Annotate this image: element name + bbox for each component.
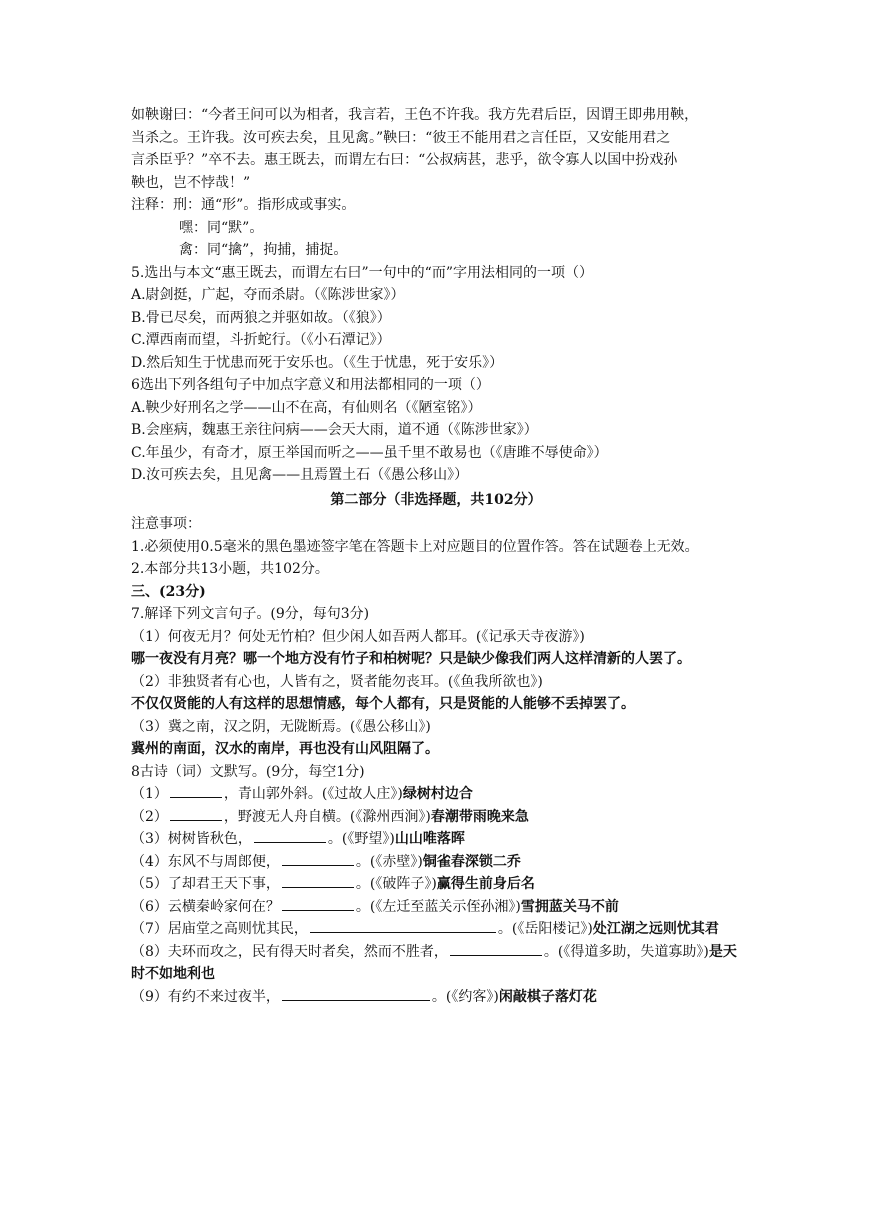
q8-item-4-prefix: （4）东风不与周郎便， bbox=[131, 853, 280, 870]
q8-item-1-suffix: ，青山郭外斜。(《过故人庄》) bbox=[223, 786, 403, 802]
q8-item-7-suffix: 。(《岳阳楼记》) bbox=[497, 921, 593, 937]
q8-item-1-answer: 绿树村边合 bbox=[402, 786, 473, 802]
q8-item-1 bbox=[131, 783, 741, 806]
q8-item-3-suffix: 。(《野望》) bbox=[327, 831, 395, 847]
q8-item-4-suffix: 。(《赤壁》) bbox=[355, 853, 423, 870]
note-1: 注释：刑：通“形”。指形成或事实。 bbox=[131, 197, 356, 213]
q6-option-d: D.汝可疾去矣，且见禽——且焉置土石（《愚公移山》） bbox=[131, 467, 469, 483]
q7-answer-3: 冀州的南面，汉水的南岸，再也没有山风阻隔了。 bbox=[131, 741, 439, 757]
q8-item-6-answer: 雪拥蓝关马不前 bbox=[520, 898, 619, 915]
q5-stem: 5.选出与本文“惠王既去，而谓左右曰”一句中的“而”字用法相同的一项（） bbox=[131, 264, 593, 281]
q8-item-3-blank[interactable] bbox=[254, 828, 326, 843]
note-2: 嘿：同“默”。 bbox=[179, 219, 264, 236]
q5-option-a: A.尉剑挺，广起，夺而杀尉。（《陈涉世家》） bbox=[131, 287, 405, 303]
q8-item-7-prefix: （7）居庙堂之高则忧其民， bbox=[131, 921, 308, 937]
q6-option-a: A.鞅少好刑名之学——山不在高，有仙则名（《陋室铭》） bbox=[131, 399, 482, 416]
q8-item-6 bbox=[131, 896, 741, 919]
passage-line-3: 言杀臣乎？”卒不去。惠王既去，而谓左右曰：“公叔病甚，悲乎，欲令寡人以国中扮戏孙 bbox=[131, 152, 678, 168]
q6-option-c: C.年虽少，有奇才，原王举国而听之——虽千里不敢易也（《唐雎不辱使命》） bbox=[131, 444, 608, 461]
q6-option-b: B.会座病，魏惠王亲往问病——会天大雨，道不通（《陈涉世家》） bbox=[131, 422, 538, 438]
q7-sentence-2: （2）非独贤者有心也，人皆有之，贤者能勿丧耳。(《鱼我所欲也》) bbox=[131, 673, 543, 690]
q7-sentence-1: （1）何夜无月？何处无竹柏？但少闲人如吾两人都耳。(《记承天寺夜游》) bbox=[131, 628, 585, 645]
q8-item-6-suffix: 。(《左迁至蓝关示侄孙湘》) bbox=[355, 898, 521, 915]
q8-item-1-prefix: （1） bbox=[131, 786, 168, 802]
q8-item-4-blank[interactable] bbox=[282, 851, 354, 866]
q8-item-5-suffix: 。(《破阵子》) bbox=[355, 876, 437, 892]
q6-stem: 6选出下列各组句子中加点字意义和用法都相同的一项（） bbox=[131, 377, 490, 393]
q8-item-9-suffix: 。(《约客》) bbox=[431, 988, 499, 1005]
q8-item-3 bbox=[131, 828, 741, 851]
q8-item-9-answer: 闲敲棋子落灯花 bbox=[498, 988, 597, 1005]
q8-item-9 bbox=[131, 986, 741, 1009]
part2-rule-2: 2.本部分共13小题，共102分。 bbox=[131, 561, 329, 577]
section-3-heading: 三、(23分) bbox=[131, 583, 206, 600]
q8-item-2-answer: 春潮带雨晚来急 bbox=[430, 808, 529, 825]
q8-item-5-blank[interactable] bbox=[282, 873, 354, 888]
q5-option-d: D.然后知生于忧患而死于安乐也。（《生于忧患，死于安乐》） bbox=[131, 354, 504, 371]
q8-item-1-blank[interactable] bbox=[170, 783, 222, 798]
q8-item-6-prefix: （6）云横秦岭家何在？ bbox=[131, 898, 280, 915]
q8-item-2-prefix: （2） bbox=[131, 808, 168, 825]
q8-item-7-blank[interactable] bbox=[310, 918, 496, 933]
q8-item-6-blank[interactable] bbox=[282, 896, 354, 911]
q8-item-8 bbox=[131, 941, 741, 986]
q8-item-2 bbox=[131, 806, 741, 829]
q8-item-4-answer: 铜雀春深锁二乔 bbox=[422, 853, 521, 870]
q8-item-3-prefix: （3）树树皆秋色， bbox=[131, 831, 252, 847]
q8-item-9-blank[interactable] bbox=[282, 986, 430, 1001]
q8-item-7-answer: 处江湖之远则忧其君 bbox=[592, 921, 719, 937]
q8-item-2-suffix: ，野渡无人舟自横。(《滁州西涧》) bbox=[223, 808, 431, 825]
passage-line-4: 鞅也，岂不悖哉！” bbox=[131, 174, 251, 191]
passage-line-1: 如鞅谢曰：“今者王问可以为相者，我言若，王色不许我。我方先君后臣，因谓王即弗用鞅， bbox=[131, 107, 699, 123]
q7-answer-1: 哪一夜没有月亮？哪一个地方没有竹子和柏树呢？只是缺少像我们两人这样清新的人罢了。 bbox=[131, 651, 691, 667]
q8-item-2-blank[interactable] bbox=[170, 806, 222, 821]
q5-option-c: C.潭西南而望，斗折蛇行。（《小石潭记》） bbox=[131, 332, 391, 348]
q7-stem: 7.解译下列文言句子。(9分，每句3分) bbox=[131, 606, 370, 622]
q8-item-5-prefix: （5）了却君王天下事， bbox=[131, 876, 280, 892]
q8-item-8-suffix: 。(《得道多助，失道寡助》) bbox=[543, 943, 709, 960]
q8-item-9-prefix: （9）有约不来过夜半， bbox=[131, 988, 280, 1005]
q8-item-8-prefix: （8）夫环而攻之，民有得天时者矣，然而不胜者， bbox=[131, 943, 448, 960]
q8-item-4 bbox=[131, 851, 741, 874]
q5-option-b: B.骨已尽矣，而两狼之并驱如故。（《狼》） bbox=[131, 309, 391, 326]
part2-notice: 注意事项： bbox=[131, 516, 201, 532]
q8-item-8-blank[interactable] bbox=[450, 941, 542, 956]
q8-item-8-answer: 是天时不如地利也 bbox=[131, 943, 737, 982]
q8-item-5 bbox=[131, 873, 741, 896]
q8-item-3-answer: 山山唯落晖 bbox=[394, 831, 465, 847]
note-3: 禽：同“擒”，拘捕，捕捉。 bbox=[179, 242, 348, 258]
part2-title: 第二部分（非选择题，共102分） bbox=[330, 491, 542, 508]
q7-sentence-3: （3）冀之南，汉之阴，无陇断焉。(《愚公移山》) bbox=[131, 718, 431, 735]
q8-stem: 8古诗（词）文默写。(9分，每空1分) bbox=[131, 763, 365, 780]
q8-item-5-answer: 赢得生前身后名 bbox=[436, 876, 535, 892]
document-content bbox=[131, 104, 741, 1008]
passage-line-2: 当杀之。王许我。汝可疾去矣，且见禽。”鞅曰：“彼王不能用君之言任臣，又安能用君之 bbox=[131, 129, 671, 146]
q7-answer-2: 不仅仅贤能的人有这样的思想情感，每个人都有，只是贤能的人能够不丢掉罢了。 bbox=[131, 696, 635, 712]
part2-rule-1: 1.必须使用0.5毫米的黑色墨迹签字笔在答题卡上对应题目的位置作答。答在试题卷上无效。 bbox=[131, 538, 699, 555]
q8-item-7 bbox=[131, 918, 741, 941]
